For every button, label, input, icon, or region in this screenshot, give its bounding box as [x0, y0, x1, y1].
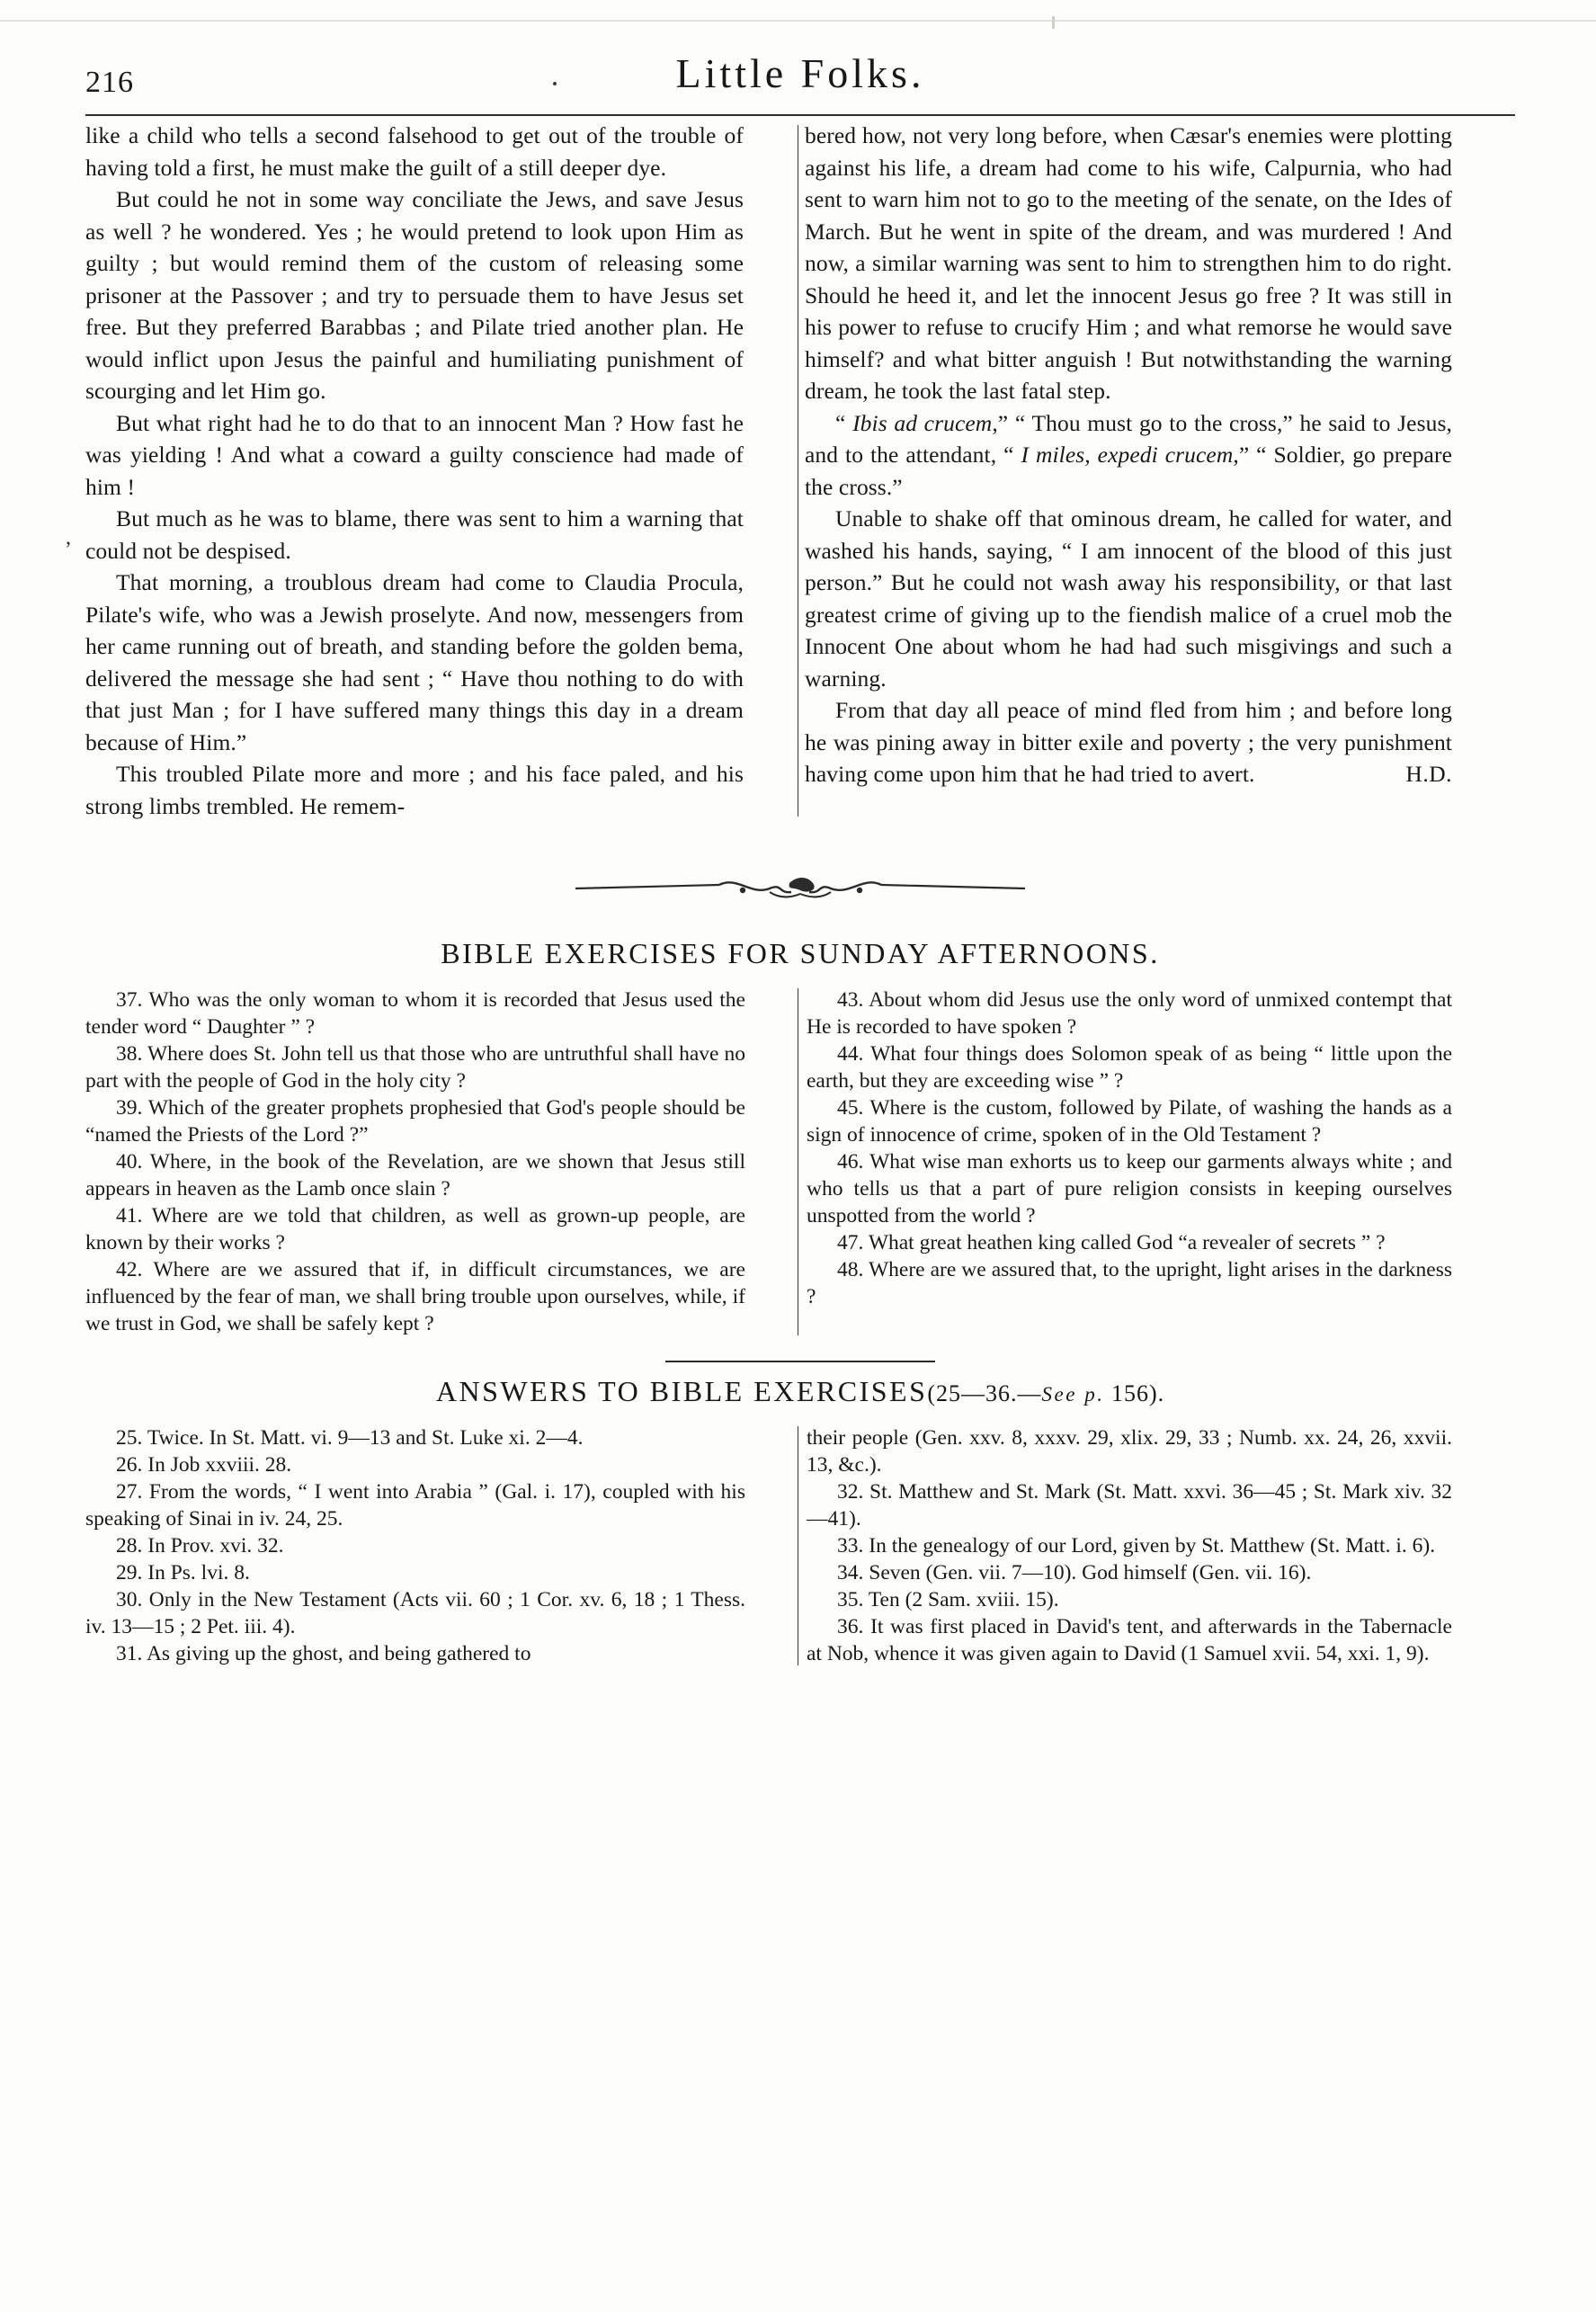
paragraph-final [805, 694, 1452, 790]
latin-phrase-1: Ibis ad crucem [852, 409, 993, 436]
list-item: 42. Where are we assured that if, in difficult circumstances, we are influenced by the fear of man, we shall bring trouble upon ourselves, while, if we trust in God, we shall be safely kept ? [85, 1258, 745, 1335]
list-item: 25. Twice. In St. Matt. vi. 9—13 and St. Luke xi. 2—4. [116, 1426, 584, 1450]
list-item: 37. Who was the only woman to whom it is recorded that Jesus used the tender word “ Daughter ” ? [85, 988, 745, 1039]
paragraph: Unable to shake off that ominous dream, he called for water, and washed his hands, saying, “ I am innocent of the blood of this just person.” But he could not wash away his responsibility, or that last greatest crime of giving up to the fiendish malice of a cruel mob the Innocent One about whom he had had such misgivings and such a warning. [805, 505, 1452, 692]
paragraph-text: From that day all peace of mind fled from him ; and before long he was pining away in bitter exile and poverty ; the very punishment having come upon him that he had tried to avert. [805, 697, 1452, 787]
article-columns [66, 120, 1515, 822]
exercises-columns [85, 986, 1515, 1337]
list-item: 41. Where are we told that children, as well as grown-up people, are known by their works ? [85, 1204, 745, 1254]
paragraph: This troubled Pilate more and more ; and his face paled, and his strong limbs trembled. He remem- [85, 761, 744, 819]
latin-phrase-2: I miles, expedi crucem [1021, 442, 1234, 468]
list-item: 46. What wise man exhorts us to keep our garments always white ; and who tells us that a part of pure religion consists in keeping ourselves unspotted from the world ? [807, 1150, 1452, 1227]
list-item: 26. In Job xxviii. 28. [116, 1453, 292, 1477]
list-item: 34. Seven (Gen. vii. 7—10). God himself (Gen. vii. 16). [837, 1561, 1312, 1584]
bible-exercises-heading: BIBLE EXERCISES FOR SUNDAY AFTERNOONS. [441, 937, 1160, 969]
paragraph-latin-quote [805, 407, 1452, 504]
list-item: 28. In Prov. xvi. 32. [116, 1534, 284, 1558]
exercises-left-column [85, 986, 769, 1337]
article-left-column [66, 120, 769, 822]
header-rule [85, 114, 1515, 116]
running-head [85, 49, 1515, 120]
answers-heading [85, 1375, 1515, 1408]
paragraph: like a child who tells a second falsehood to get out of the trouble of having told a first, he must make the guilt of a still deeper dye. [85, 122, 744, 181]
answers-columns [85, 1424, 1515, 1667]
list-item: 31. As giving up the ghost, and being gathered to [116, 1642, 531, 1665]
answers-heading-main: ANSWERS TO BIBLE EXERCISES [435, 1375, 928, 1407]
answers-heading-seepage: See p. [1041, 1383, 1105, 1406]
list-item: their people (Gen. xxv. 8, xxxv. 29, xlix. 29, 33 ; Numb. xx. 24, 26, xxvii. 13, &c.). [807, 1426, 1452, 1477]
list-item: 40. Where, in the book of the Revelation, are we shown that Jesus still appears in heaven as the Lamb once slain ? [85, 1150, 745, 1201]
list-item: 27. From the words, “ I went into Arabia ” (Gal. i. 17), coupled with his speaking of Sinai in iv. 24, 25. [85, 1480, 745, 1531]
ornament-section [85, 842, 1515, 928]
list-item: 45. Where is the custom, followed by Pilate, of washing the hands as a sign of innocence of crime, spoken of in the Old Testament ? [807, 1096, 1452, 1147]
list-item: 39. Which of the greater prophets prophesied that God's people should be “named the Priests of the Lord ?” [85, 1096, 745, 1147]
section-rule [665, 1361, 935, 1362]
list-item: 29. In Ps. lvi. 8. [116, 1561, 250, 1584]
list-item: 38. Where does St. John tell us that those who are untruthful shall have no part with the people of God in the holy city ? [85, 1042, 745, 1093]
quote-open: “ [835, 409, 853, 436]
paragraph: But could he not in some way conciliate the Jews, and save Jesus as well ? he wondered. Yes ; he would pretend to look upon Him as guilty ; but would remind them of the custom of releasing some prisoner at the Passover ; and try to persuade them to have Jesus set free. But they preferred Barabbas ; and Pilate tried another plan. He would inflict upon Jesus the painful and humiliating punishment of scourging and let Him go. [85, 186, 744, 404]
exercises-right-column [769, 986, 1452, 1337]
article-right-column [769, 120, 1452, 822]
page-number: 216 [85, 66, 134, 99]
list-item: 36. It was first placed in David's tent, and afterwards in the Tabernacle at Nob, whence it was given again to David (1 Samuel xvii. 54, xxi. 1, 9). [807, 1615, 1452, 1665]
page-title: Little Folks. [675, 50, 925, 96]
scan-edge-line [0, 20, 1596, 22]
paragraph: But much as he was to blame, there was sent to him a warning that could not be despised. [85, 505, 744, 564]
list-item: 32. St. Matthew and St. Mark (St. Matt. xxvi. 36—45 ; St. Mark xiv. 32—41). [807, 1480, 1452, 1531]
quote-text-2: ,” “ Soldier, go prepare the cross.” [805, 442, 1452, 500]
author-signature: H.D. [1405, 761, 1452, 787]
margin-mark: , [66, 526, 71, 549]
list-item: 44. What four things does Solomon speak of as being “ little upon the earth, but they are exceeding wise ” ? [807, 1042, 1452, 1093]
page-content [66, 49, 1515, 1667]
scan-artifact-mark [1052, 16, 1055, 29]
list-item: 47. What great heathen king called God “a revealer of secrets ” ? [837, 1231, 1386, 1254]
answers-heading-range: (25—36.— [927, 1380, 1042, 1406]
list-item: 48. Where are we assured that, to the upright, light arises in the darkness ? [807, 1258, 1452, 1308]
answers-left-column [85, 1424, 769, 1667]
list-item: 33. In the genealogy of our Lord, given by St. Matthew (St. Matt. i. 6). [837, 1534, 1436, 1558]
decorative-flourish-icon [566, 872, 1034, 905]
answers-heading-close: 156). [1104, 1380, 1165, 1406]
list-item: 35. Ten (2 Sam. xviii. 15). [837, 1588, 1059, 1611]
list-item: 43. About whom did Jesus use the only word of unmixed contempt that He is recorded to have spoken ? [807, 988, 1452, 1039]
paragraph: bered how, not very long before, when Cæsar's enemies were plotting against his life, a dream had come to his wife, Calpurnia, who had sent to warn him not to go to the meeting of the senate, on the Ides of March. But he went in spite of the dream, and was murdered ! And now, a similar warning was sent to him to strengthen him to do right. Should he heed it, and let the innocent Jesus go free ? It was still in his power to refuse to crucify Him ; and what remorse he would save himself? and what bitter anguish ! But notwithstanding the warning dream, he took the last fatal step. [805, 122, 1452, 404]
answers-right-column [769, 1424, 1452, 1667]
paragraph: But what right had he to do that to an innocent Man ? How fast he was yielding ! And what a coward a guilty conscience had made of him ! [85, 409, 744, 500]
quote-text-1: ,” “ Thou must go to the cross,” he said to Jesus, and to the attendant, “ [805, 409, 1452, 468]
list-item: 30. Only in the New Testament (Acts vii. 60 ; 1 Cor. xv. 6, 18 ; 1 Thess. iv. 13—15 ; 2 Pet. iii. 4). [85, 1588, 745, 1638]
paragraph: That morning, a troublous dream had come to Claudia Procula, Pilate's wife, who was a Jewish proselyte. And now, messengers from her came running out of breath, and standing before the golden bema, delivered the message she had sent ; “ Have thou nothing to do with that just Man ; for I have suffered many things this day in a dream because of Him.” [85, 569, 744, 755]
